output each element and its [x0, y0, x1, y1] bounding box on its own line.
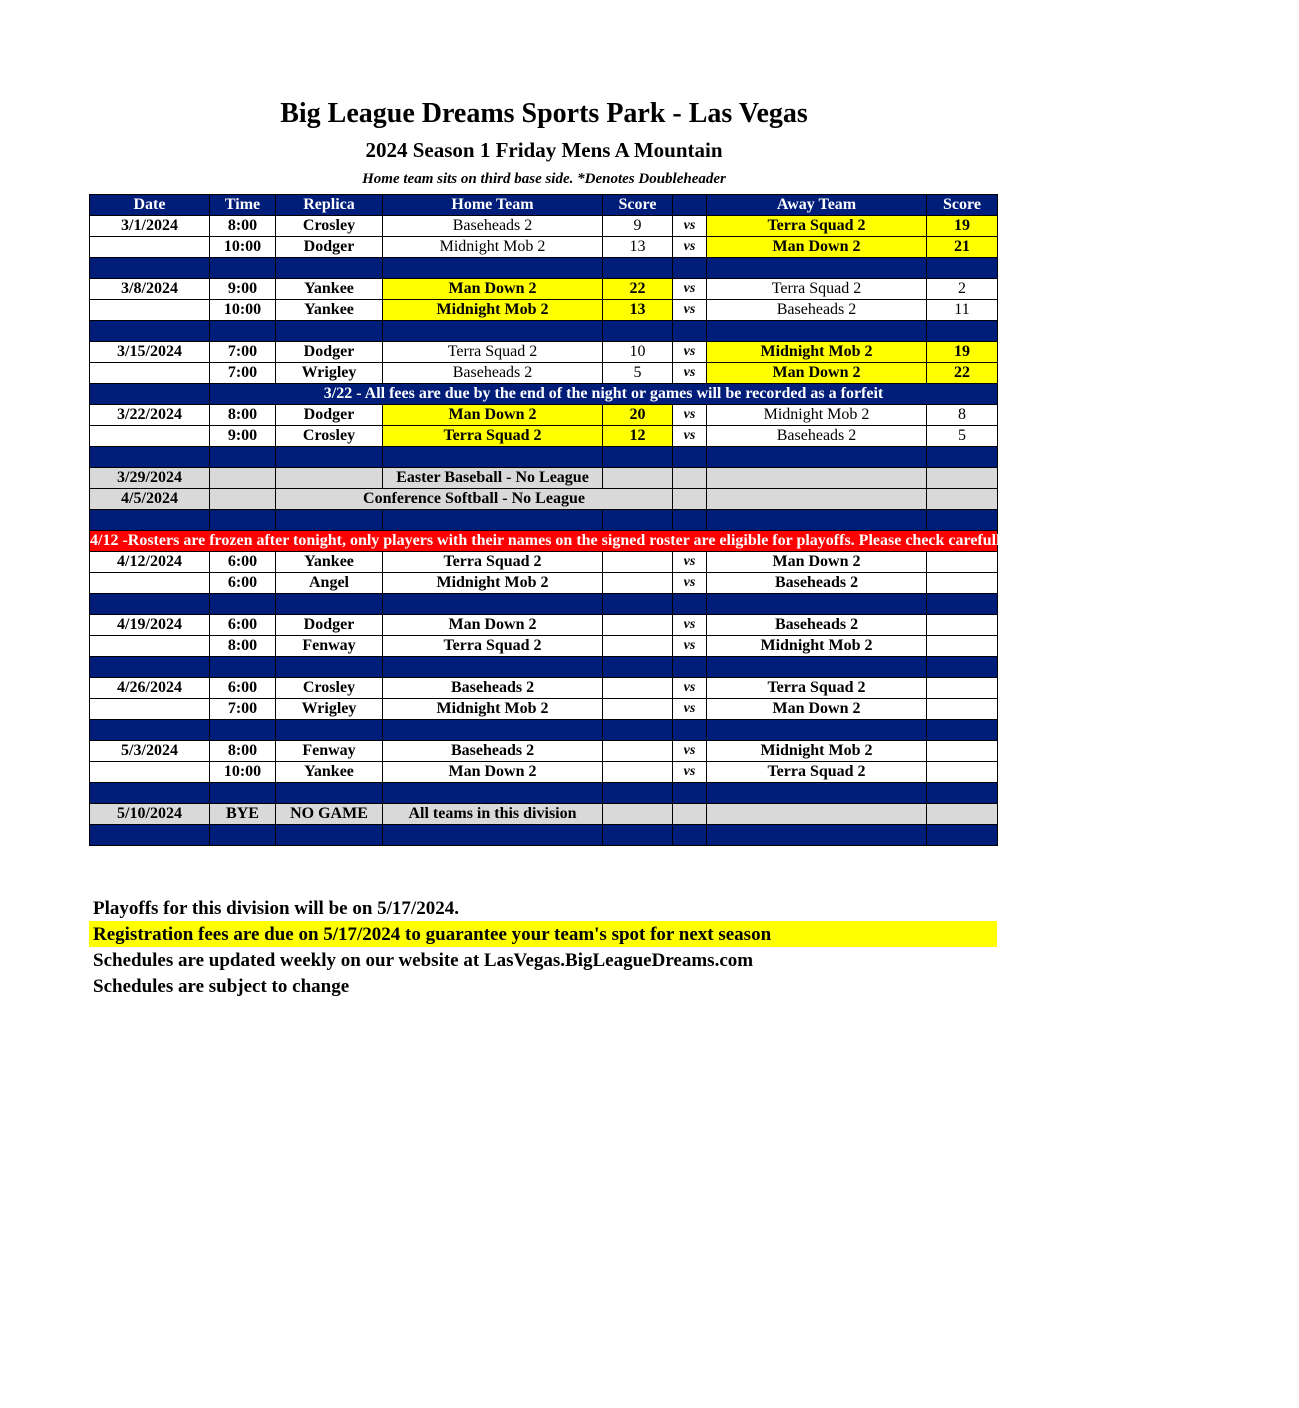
separator-cell: [707, 510, 927, 531]
field-cell: Angel: [276, 573, 383, 594]
separator-cell: [276, 321, 383, 342]
field-cell: Crosley: [276, 678, 383, 699]
separator-cell: [673, 825, 707, 846]
separator-cell: [90, 825, 210, 846]
separator-cell: [927, 594, 998, 615]
time-cell: 10:00: [210, 762, 276, 783]
field-cell: Dodger: [276, 615, 383, 636]
bye-text: All teams in this division: [383, 804, 603, 825]
separator-cell: [707, 657, 927, 678]
score-cell: [927, 468, 998, 489]
separator-row: [90, 720, 998, 741]
field-cell: Dodger: [276, 405, 383, 426]
footer-registration: Registration fees are due on 5/17/2024 to guarantee your team's spot for next season: [93, 924, 772, 945]
col-vs-header: [673, 195, 707, 216]
date-cell: 4/12/2024: [90, 552, 210, 573]
col-date-header: Date: [90, 195, 210, 216]
separator-cell: [673, 321, 707, 342]
separator-cell: [90, 720, 210, 741]
col-away-score-header: Score: [927, 195, 998, 216]
away-score-cell: [927, 699, 998, 720]
time-cell: 9:00: [210, 279, 276, 300]
separator-cell: [90, 657, 210, 678]
vs-cell: vs: [673, 699, 707, 720]
home-score-cell: 20: [603, 405, 673, 426]
game-row: [90, 699, 998, 720]
home-team-cell: Midnight Mob 2: [383, 237, 603, 258]
away-team-cell: Terra Squad 2: [707, 279, 927, 300]
separator-cell: [383, 258, 603, 279]
separator-cell: [276, 657, 383, 678]
away-team-cell: Midnight Mob 2: [707, 741, 927, 762]
separator-cell: [927, 783, 998, 804]
off-week-text: Easter Baseball - No League: [383, 468, 603, 489]
date-cell: 4/19/2024: [90, 615, 210, 636]
time-cell: 8:00: [210, 216, 276, 237]
separator-row: [90, 321, 998, 342]
away-cell: [707, 489, 927, 510]
home-score-cell: [603, 699, 673, 720]
separator-cell: [90, 447, 210, 468]
separator-cell: [383, 594, 603, 615]
home-score-cell: [603, 678, 673, 699]
bye-row: [90, 804, 998, 825]
notice-spacer: [90, 384, 210, 405]
away-team-cell: Terra Squad 2: [707, 678, 927, 699]
vs-cell: vs: [673, 426, 707, 447]
away-score-cell: 19: [927, 342, 998, 363]
away-team-cell: Midnight Mob 2: [707, 405, 927, 426]
vs-cell: vs: [673, 300, 707, 321]
separator-cell: [603, 783, 673, 804]
separator-cell: [210, 594, 276, 615]
vs-cell: vs: [673, 552, 707, 573]
separator-cell: [927, 447, 998, 468]
field-cell: Yankee: [276, 762, 383, 783]
field-cell: NO GAME: [276, 804, 383, 825]
separator-cell: [673, 657, 707, 678]
separator-cell: [927, 825, 998, 846]
separator-cell: [927, 657, 998, 678]
col-replica-header: Replica: [276, 195, 383, 216]
away-team-cell: Terra Squad 2: [707, 216, 927, 237]
vs-cell: [673, 489, 707, 510]
roster-alert-row: [90, 531, 998, 552]
separator-cell: [927, 321, 998, 342]
away-score-cell: 5: [927, 426, 998, 447]
home-score-cell: 22: [603, 279, 673, 300]
separator-cell: [90, 594, 210, 615]
separator-cell: [383, 510, 603, 531]
vs-cell: vs: [673, 363, 707, 384]
home-team-cell: Man Down 2: [383, 615, 603, 636]
separator-cell: [210, 825, 276, 846]
field-cell: Crosley: [276, 216, 383, 237]
separator-cell: [210, 321, 276, 342]
field-cell: Yankee: [276, 552, 383, 573]
separator-cell: [383, 720, 603, 741]
separator-row: [90, 783, 998, 804]
game-row: [90, 636, 998, 657]
home-score-cell: 10: [603, 342, 673, 363]
score-cell: [927, 489, 998, 510]
separator-cell: [210, 657, 276, 678]
separator-cell: [603, 657, 673, 678]
home-team-cell: Baseheads 2: [383, 741, 603, 762]
home-team-cell: Baseheads 2: [383, 363, 603, 384]
off-week-row: [90, 489, 998, 510]
separator-cell: [603, 321, 673, 342]
separator-cell: [673, 594, 707, 615]
schedule-table: [89, 194, 1299, 846]
game-row: [90, 363, 998, 384]
time-cell: 6:00: [210, 615, 276, 636]
separator-cell: [210, 447, 276, 468]
game-row: [90, 216, 998, 237]
field-cell: Dodger: [276, 237, 383, 258]
vs-cell: vs: [673, 405, 707, 426]
home-team-cell: Man Down 2: [383, 762, 603, 783]
home-score-cell: [603, 762, 673, 783]
separator-cell: [90, 783, 210, 804]
separator-cell: [707, 825, 927, 846]
date-cell: 3/1/2024: [90, 216, 210, 237]
separator-cell: [603, 258, 673, 279]
away-cell: [707, 804, 927, 825]
away-score-cell: [927, 552, 998, 573]
separator-cell: [276, 720, 383, 741]
time-cell: [210, 489, 276, 510]
home-score-cell: 5: [603, 363, 673, 384]
away-score-cell: 21: [927, 237, 998, 258]
separator-cell: [707, 720, 927, 741]
away-score-cell: 11: [927, 300, 998, 321]
game-row: [90, 237, 998, 258]
date-cell: 3/22/2024: [90, 405, 210, 426]
score-cell: [603, 804, 673, 825]
separator-row: [90, 510, 998, 531]
away-team-cell: Baseheads 2: [707, 426, 927, 447]
game-row: [90, 279, 998, 300]
date-cell: 4/5/2024: [90, 489, 210, 510]
col-home-score-header: Score: [603, 195, 673, 216]
home-team-cell: Baseheads 2: [383, 678, 603, 699]
vs-cell: vs: [673, 741, 707, 762]
page-subtitle: 2024 Season 1 Friday Mens A Mountain: [365, 138, 723, 162]
home-score-cell: [603, 573, 673, 594]
separator-cell: [383, 321, 603, 342]
page-title: Big League Dreams Sports Park - Las Vegas: [280, 98, 808, 129]
header-row: [90, 195, 998, 216]
home-team-cell: Terra Squad 2: [383, 636, 603, 657]
away-score-cell: [927, 678, 998, 699]
separator-cell: [210, 720, 276, 741]
field-cell: [276, 468, 383, 489]
footer-playoffs: Playoffs for this division will be on 5/17/2024.: [93, 898, 459, 919]
time-cell: [210, 468, 276, 489]
vs-cell: vs: [673, 237, 707, 258]
separator-cell: [210, 510, 276, 531]
footer-website: Schedules are updated weekly on our website at LasVegas.BigLeagueDreams.com: [93, 950, 754, 971]
away-score-cell: [927, 636, 998, 657]
separator-cell: [383, 447, 603, 468]
date-cell: [90, 762, 210, 783]
home-team-cell: Baseheads 2: [383, 216, 603, 237]
away-team-cell: Baseheads 2: [707, 615, 927, 636]
vs-cell: vs: [673, 342, 707, 363]
date-cell: [90, 426, 210, 447]
field-cell: Yankee: [276, 300, 383, 321]
time-cell: BYE: [210, 804, 276, 825]
col-time-header: Time: [210, 195, 276, 216]
score-cell: [603, 468, 673, 489]
game-row: [90, 426, 998, 447]
separator-cell: [603, 720, 673, 741]
score-cell: [927, 804, 998, 825]
away-score-cell: [927, 615, 998, 636]
field-cell: Dodger: [276, 342, 383, 363]
away-team-cell: Baseheads 2: [707, 300, 927, 321]
time-cell: 9:00: [210, 426, 276, 447]
page-note: Home team sits on third base side. *Denotes Doubleheader: [362, 171, 726, 187]
home-score-cell: 13: [603, 237, 673, 258]
date-cell: [90, 363, 210, 384]
separator-cell: [90, 258, 210, 279]
home-team-cell: Terra Squad 2: [383, 342, 603, 363]
away-score-cell: 2: [927, 279, 998, 300]
separator-cell: [210, 258, 276, 279]
separator-row: [90, 447, 998, 468]
home-team-cell: Man Down 2: [383, 279, 603, 300]
away-cell: [707, 468, 927, 489]
home-team-cell: Midnight Mob 2: [383, 699, 603, 720]
separator-cell: [673, 447, 707, 468]
field-cell: Fenway: [276, 741, 383, 762]
away-team-cell: Man Down 2: [707, 699, 927, 720]
separator-cell: [707, 321, 927, 342]
separator-cell: [603, 825, 673, 846]
footer-change-notice: Schedules are subject to change: [93, 976, 350, 997]
separator-cell: [276, 783, 383, 804]
vs-cell: vs: [673, 573, 707, 594]
separator-cell: [90, 321, 210, 342]
separator-cell: [210, 783, 276, 804]
home-team-cell: Midnight Mob 2: [383, 300, 603, 321]
time-cell: 7:00: [210, 363, 276, 384]
game-row: [90, 552, 998, 573]
separator-cell: [383, 657, 603, 678]
separator-cell: [603, 594, 673, 615]
game-row: [90, 573, 998, 594]
home-score-cell: [603, 636, 673, 657]
separator-row: [90, 825, 998, 846]
separator-cell: [383, 783, 603, 804]
separator-cell: [707, 594, 927, 615]
away-score-cell: 22: [927, 363, 998, 384]
home-score-cell: [603, 741, 673, 762]
home-score-cell: 13: [603, 300, 673, 321]
away-score-cell: 8: [927, 405, 998, 426]
separator-row: [90, 258, 998, 279]
date-cell: [90, 237, 210, 258]
home-score-cell: 12: [603, 426, 673, 447]
home-team-cell: Terra Squad 2: [383, 552, 603, 573]
time-cell: 8:00: [210, 636, 276, 657]
field-cell: Wrigley: [276, 363, 383, 384]
time-cell: 10:00: [210, 300, 276, 321]
time-cell: 10:00: [210, 237, 276, 258]
off-week-text: Conference Softball - No League: [276, 489, 673, 510]
field-cell: Wrigley: [276, 699, 383, 720]
time-cell: 8:00: [210, 741, 276, 762]
separator-cell: [603, 510, 673, 531]
vs-cell: vs: [673, 678, 707, 699]
vs-cell: [673, 468, 707, 489]
col-home-header: Home Team: [383, 195, 603, 216]
date-cell: 3/15/2024: [90, 342, 210, 363]
separator-cell: [673, 510, 707, 531]
separator-cell: [276, 825, 383, 846]
away-score-cell: [927, 573, 998, 594]
vs-cell: [673, 804, 707, 825]
separator-row: [90, 657, 998, 678]
date-cell: [90, 573, 210, 594]
away-team-cell: Man Down 2: [707, 552, 927, 573]
date-cell: [90, 636, 210, 657]
vs-cell: vs: [673, 762, 707, 783]
home-score-cell: [603, 552, 673, 573]
date-cell: 5/3/2024: [90, 741, 210, 762]
game-row: [90, 678, 998, 699]
date-cell: 3/8/2024: [90, 279, 210, 300]
separator-cell: [927, 510, 998, 531]
vs-cell: vs: [673, 216, 707, 237]
date-cell: [90, 300, 210, 321]
field-cell: Yankee: [276, 279, 383, 300]
date-cell: 5/10/2024: [90, 804, 210, 825]
separator-cell: [707, 783, 927, 804]
game-row: [90, 342, 998, 363]
date-cell: 4/26/2024: [90, 678, 210, 699]
date-cell: 3/29/2024: [90, 468, 210, 489]
fee-notice-text: 3/22 - All fees are due by the end of the night or games will be recorded as a forfeit: [210, 384, 998, 405]
field-cell: Fenway: [276, 636, 383, 657]
time-cell: 8:00: [210, 405, 276, 426]
separator-cell: [673, 258, 707, 279]
vs-cell: vs: [673, 279, 707, 300]
away-team-cell: Baseheads 2: [707, 573, 927, 594]
roster-alert-text: 4/12 -Rosters are frozen after tonight, only players with their names on the signed roster are eligible for playoffs. Please check carefully as changes will not be made for omissions.: [90, 531, 998, 552]
time-cell: 6:00: [210, 552, 276, 573]
separator-row: [90, 594, 998, 615]
time-cell: 7:00: [210, 342, 276, 363]
home-score-cell: [603, 615, 673, 636]
away-score-cell: 19: [927, 216, 998, 237]
game-row: [90, 762, 998, 783]
away-team-cell: Man Down 2: [707, 237, 927, 258]
separator-cell: [603, 447, 673, 468]
time-cell: 6:00: [210, 573, 276, 594]
away-team-cell: Terra Squad 2: [707, 762, 927, 783]
game-row: [90, 405, 998, 426]
off-week-row: [90, 468, 998, 489]
home-team-cell: Man Down 2: [383, 405, 603, 426]
away-team-cell: Man Down 2: [707, 363, 927, 384]
game-row: [90, 741, 998, 762]
separator-cell: [707, 258, 927, 279]
vs-cell: vs: [673, 615, 707, 636]
away-team-cell: Midnight Mob 2: [707, 342, 927, 363]
home-team-cell: Terra Squad 2: [383, 426, 603, 447]
separator-cell: [383, 825, 603, 846]
separator-cell: [276, 594, 383, 615]
fee-notice-row: [90, 384, 998, 405]
separator-cell: [276, 258, 383, 279]
col-away-header: Away Team: [707, 195, 927, 216]
home-score-cell: 9: [603, 216, 673, 237]
separator-cell: [90, 510, 210, 531]
time-cell: 7:00: [210, 699, 276, 720]
time-cell: 6:00: [210, 678, 276, 699]
home-team-cell: Midnight Mob 2: [383, 573, 603, 594]
game-row: [90, 300, 998, 321]
away-score-cell: [927, 741, 998, 762]
away-score-cell: [927, 762, 998, 783]
field-cell: Crosley: [276, 426, 383, 447]
date-cell: [90, 699, 210, 720]
separator-cell: [276, 447, 383, 468]
vs-cell: vs: [673, 636, 707, 657]
separator-cell: [707, 447, 927, 468]
separator-cell: [927, 258, 998, 279]
separator-cell: [673, 720, 707, 741]
separator-cell: [673, 783, 707, 804]
game-row: [90, 615, 998, 636]
away-team-cell: Midnight Mob 2: [707, 636, 927, 657]
separator-cell: [276, 510, 383, 531]
separator-cell: [927, 720, 998, 741]
